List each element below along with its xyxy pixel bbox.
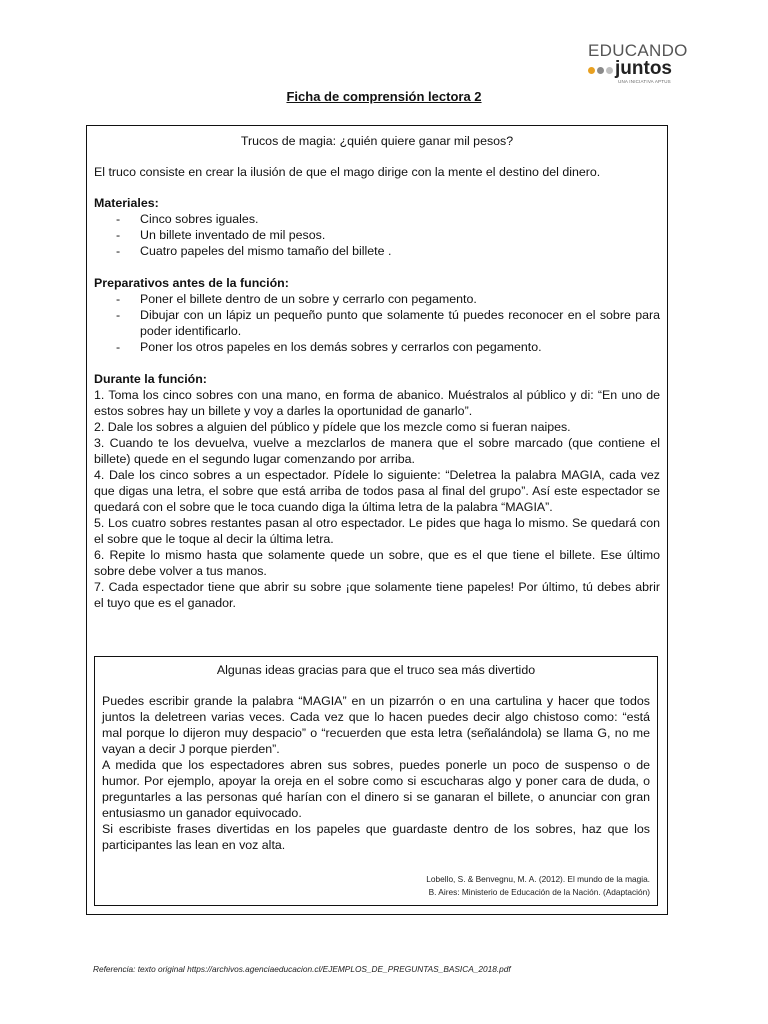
logo-dot [606, 67, 613, 74]
logo-dots-icon [588, 67, 613, 74]
box-title: Trucos de magia: ¿quién quiere ganar mil pesos? [240, 134, 514, 148]
list-item: - Cinco sobres iguales. [94, 211, 660, 227]
step-item: 4. Dale los cinco sobres a un espectador. Pídele lo siguiente: “Deletrea la palabra MAGIA, cada vez que digas una letra, el sobre que está arriba de todos pasa al final del grupo”. Así este espectador se quedará con el sobre que le toca cuando diga la última letra de la palabra “MAGIA”. [94, 468, 660, 514]
list-item: - Cuatro papeles del mismo tamaño del billete . [94, 243, 660, 259]
step-item: 3. Cuando te los devuelva, vuelve a mezclarlos de manera que el sobre marcado (que contiene el billete) quede en el segundo lugar comenzando por arriba. [94, 436, 660, 466]
ideas-paragraph: Si escribiste frases divertidas en los papeles que guardaste dentro de los sobres, haz que los participantes las lean en voz alta. [102, 822, 650, 852]
during-heading: Durante la función: [94, 372, 207, 386]
step-item: 7. Cada espectador tiene que abrir su sobre ¡que solamente tiene papeles! Por último, tú debes abrir el tuyo que es el ganador. [94, 580, 660, 610]
ideas-body [102, 693, 650, 853]
logo-line1: EDUCANDO [588, 41, 688, 60]
logo-dot [597, 67, 604, 74]
during-section [94, 371, 660, 611]
ideas-paragraph: A medida que los espectadores abren sus sobres, puedes ponerle un poco de suspenso o de humor. Por ejemplo, apoyar la oreja en el sobre como si escucharas algo y poner cara de duda, o preguntarles a las personas qué harían con el dinero si se ganaran el billete, o anunciar con gran entusiasmo un ganador equivocado. [102, 758, 650, 820]
intro-text: El truco consiste en crear la ilusión de que el mago dirige con la mente el destino del dinero. [94, 165, 601, 179]
preparation-heading: Preparativos antes de la función: [94, 276, 289, 290]
reading-box [86, 125, 668, 915]
list-item: - Poner el billete dentro de un sobre y cerrarlo con pegamento. [94, 291, 660, 307]
ideas-paragraph: Puedes escribir grande la palabra “MAGIA” en un pizarrón o en una cartulina y hacer que todos juntos la deletreen varias veces. Cada vez que lo hacen puedes decir algo chistoso como: “está mal porque lo dijeron muy despacio” o “recuerden que esta letra (señalándola) se llama G, no me vayan a decir J porque pierden”. [102, 694, 650, 756]
ideas-box [94, 656, 658, 906]
step-item: 5. Los cuatro sobres restantes pasan al otro espectador. Le pides que haga lo mismo. Se quedará con el sobre que le toque al decir la última letra. [94, 516, 660, 546]
preparation-section [94, 275, 660, 355]
list-item: - Un billete inventado de mil pesos. [94, 227, 660, 243]
citation [426, 873, 650, 899]
materials-section [94, 195, 660, 259]
step-item: 2. Dale los sobres a alguien del público y pídele que los mezcle como si fueran naipes. [94, 420, 571, 434]
preparation-list [94, 291, 660, 355]
page-title: Ficha de comprensión lectora 2 [286, 89, 482, 104]
logo-line2: juntos [615, 58, 672, 79]
materials-heading: Materiales: [94, 196, 159, 210]
list-item: - Poner los otros papeles en los demás sobres y cerrarlos con pegamento. [94, 339, 660, 355]
citation-line: Lobello, S. & Benvegnu, M. A. (2012). El mundo de la magia. [426, 874, 650, 884]
logo-tagline: UNA INICIATIVA APTUS [618, 79, 671, 84]
logo-dot [588, 67, 595, 74]
reference-footer: Referencia: texto original https://archivos.agenciaeducacion.cl/EJEMPLOS_DE_PREGUNTAS_BASICA_2018.pdf [93, 964, 511, 974]
educando-juntos-logo [588, 42, 698, 85]
list-item: - Dibujar con un lápiz un pequeño punto que solamente tú puedes reconocer en el sobre para poder identificarlo. [94, 307, 660, 339]
step-item: 6. Repite lo mismo hasta que solamente quede un sobre, que es el que tiene el billete. Ese último sobre debe volver a tus manos. [94, 548, 660, 578]
citation-line: B. Aires: Ministerio de Educación de la Nación. (Adaptación) [428, 887, 650, 897]
materials-list [94, 211, 660, 259]
ideas-title: Algunas ideas gracias para que el truco sea más divertido [216, 663, 536, 677]
step-item: 1. Toma los cinco sobres con una mano, en forma de abanico. Muéstralos al público y di: “En uno de estos sobres hay un billete y voy a darles la oportunidad de ganarlo”. [94, 388, 660, 418]
